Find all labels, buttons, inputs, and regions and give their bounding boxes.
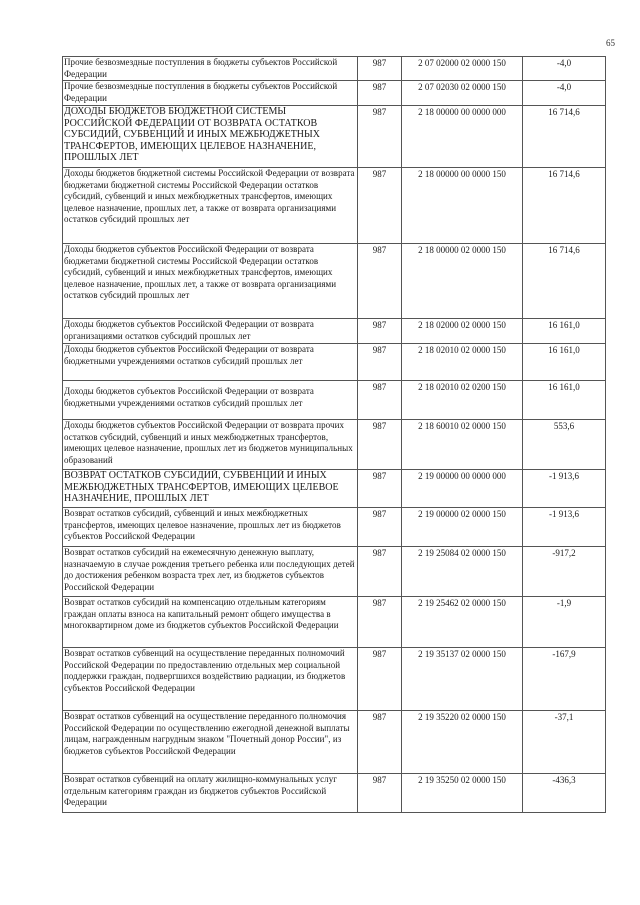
table-row	[63, 81, 606, 106]
table-row	[63, 711, 606, 774]
table-row	[63, 57, 606, 81]
row-name: Доходы бюджетов субъектов Российской Федерации от возврата бюджетными учреждениями остатков субсидий прошлых лет	[63, 381, 358, 420]
row-budget-code: 2 07 02000 02 0000 150	[402, 57, 523, 81]
row-admin-code: 987	[358, 597, 402, 648]
table-row	[63, 106, 606, 168]
row-name: Прочие безвозмездные поступления в бюджеты субъектов Российской Федерации	[63, 81, 358, 106]
row-amount: 16 161,0	[523, 381, 606, 420]
row-budget-code: 2 19 35250 02 0000 150	[402, 774, 523, 813]
row-budget-code: 2 19 00000 00 0000 000	[402, 470, 523, 508]
row-name: Возврат остатков субсидий, субвенций и иных межбюджетных трансфертов, имеющих целевое назначение, прошлых лет из бюджетов субъектов Российской Федерации	[63, 508, 358, 547]
row-budget-code: 2 18 00000 00 0000 000	[402, 106, 523, 168]
row-budget-code: 2 18 02010 02 0200 150	[402, 381, 523, 420]
page-number: 65	[606, 38, 615, 48]
table-row	[63, 381, 606, 420]
row-admin-code: 987	[358, 470, 402, 508]
table-row	[63, 344, 606, 381]
row-amount: 16 161,0	[523, 344, 606, 381]
row-budget-code: 2 07 02030 02 0000 150	[402, 81, 523, 106]
row-amount: 16 714,6	[523, 244, 606, 319]
row-name: Возврат остатков субвенций на оплату жилищно-коммунальных услуг отдельным категориям граждан из бюджетов субъектов Российской Федерации	[63, 774, 358, 813]
table-row	[63, 648, 606, 711]
row-name: Доходы бюджетов субъектов Российской Федерации от возврата бюджетными учреждениями остатков субсидий прошлых лет	[63, 344, 358, 381]
row-admin-code: 987	[358, 420, 402, 470]
row-budget-code: 2 18 02000 02 0000 150	[402, 319, 523, 344]
row-budget-code: 2 18 60010 02 0000 150	[402, 420, 523, 470]
row-name: Прочие безвозмездные поступления в бюджеты субъектов Российской Федерации	[63, 57, 358, 81]
row-name: Возврат остатков субвенций на осуществление переданного полномочия Российской Федерации по осуществлению ежегодной денежной выплаты лицам, награжденным нагрудным знаком "Почетный донор России", из бюджетов субъектов Российской Федерации	[63, 711, 358, 774]
row-admin-code: 987	[358, 711, 402, 774]
row-amount: 553,6	[523, 420, 606, 470]
row-amount: -37,1	[523, 711, 606, 774]
row-name: Возврат остатков субсидий на ежемесячную денежную выплату, назначаемую в случае рождения третьего ребенка или последующих детей до достижения ребенком возраста трех лет, из бюджетов субъектов Российской Федерации	[63, 547, 358, 597]
table-row	[63, 168, 606, 244]
table-row	[63, 508, 606, 547]
row-admin-code: 987	[358, 244, 402, 319]
table-row	[63, 597, 606, 648]
row-amount: 16 714,6	[523, 168, 606, 244]
table-row	[63, 319, 606, 344]
row-budget-code: 2 19 35220 02 0000 150	[402, 711, 523, 774]
row-budget-code: 2 18 00000 00 0000 150	[402, 168, 523, 244]
row-name: Доходы бюджетов субъектов Российской Федерации от возврата прочих остатков субсидий, субвенций и иных межбюджетных трансфертов, имеющих целевое назначение, прошлых лет из бюджетов муниципальных образований	[63, 420, 358, 470]
row-budget-code: 2 19 25462 02 0000 150	[402, 597, 523, 648]
row-admin-code: 987	[358, 774, 402, 813]
row-budget-code: 2 18 02010 02 0000 150	[402, 344, 523, 381]
row-budget-code: 2 19 00000 02 0000 150	[402, 508, 523, 547]
row-admin-code: 987	[358, 508, 402, 547]
row-amount: 16 161,0	[523, 319, 606, 344]
row-admin-code: 987	[358, 106, 402, 168]
row-admin-code: 987	[358, 344, 402, 381]
row-admin-code: 987	[358, 168, 402, 244]
row-admin-code: 987	[358, 81, 402, 106]
row-admin-code: 987	[358, 547, 402, 597]
budget-revenue-table	[62, 56, 606, 813]
row-admin-code: 987	[358, 648, 402, 711]
row-name: Доходы бюджетов субъектов Российской Федерации от возврата организациями остатков субсидий прошлых лет	[63, 319, 358, 344]
row-amount: 16 714,6	[523, 106, 606, 168]
table-row	[63, 244, 606, 319]
row-amount: -917,2	[523, 547, 606, 597]
row-budget-code: 2 18 00000 02 0000 150	[402, 244, 523, 319]
table-row	[63, 420, 606, 470]
row-name: ДОХОДЫ БЮДЖЕТОВ БЮДЖЕТНОЙ СИСТЕМЫ РОССИЙСКОЙ ФЕДЕРАЦИИ ОТ ВОЗВРАТА ОСТАТКОВ СУБСИДИЙ, СУБВЕНЦИЙ И ИНЫХ МЕЖБЮДЖЕТНЫХ ТРАНСФЕРТОВ, ИМЕЮЩИХ ЦЕЛЕВОЕ НАЗНАЧЕНИЕ, ПРОШЛЫХ ЛЕТ	[63, 106, 358, 168]
row-admin-code: 987	[358, 319, 402, 344]
row-admin-code: 987	[358, 381, 402, 420]
row-amount: -1 913,6	[523, 470, 606, 508]
table-row	[63, 774, 606, 813]
table-row	[63, 470, 606, 508]
row-name: Возврат остатков субвенций на осуществление переданных полномочий Российской Федерации по предоставлению отдельных мер социальной поддержки граждан, подвергшихся воздействию радиации, из бюджетов субъектов Российской Федерации	[63, 648, 358, 711]
row-name: Возврат остатков субсидий на компенсацию отдельным категориям граждан оплаты взноса на капитальный ремонт общего имущества в многоквартирном доме из бюджетов субъектов Российской Федерации	[63, 597, 358, 648]
row-name: Доходы бюджетов субъектов Российской Федерации от возврата бюджетами бюджетной системы Российской Федерации остатков субсидий, субвенций и иных межбюджетных трансфертов, имеющих целевое назначение, прошлых лет, а также от возврата организациями остатков субсидий прошлых лет	[63, 244, 358, 319]
row-admin-code: 987	[358, 57, 402, 81]
row-amount: -1,9	[523, 597, 606, 648]
row-amount: -167,9	[523, 648, 606, 711]
row-amount: -436,3	[523, 774, 606, 813]
row-budget-code: 2 19 35137 02 0000 150	[402, 648, 523, 711]
row-budget-code: 2 19 25084 02 0000 150	[402, 547, 523, 597]
row-amount: -4,0	[523, 57, 606, 81]
row-amount: -1 913,6	[523, 508, 606, 547]
row-amount: -4,0	[523, 81, 606, 106]
row-name: ВОЗВРАТ ОСТАТКОВ СУБСИДИЙ, СУБВЕНЦИЙ И ИНЫХ МЕЖБЮДЖЕТНЫХ ТРАНСФЕРТОВ, ИМЕЮЩИХ ЦЕЛЕВОЕ НАЗНАЧЕНИЕ, ПРОШЛЫХ ЛЕТ	[63, 470, 358, 508]
row-name: Доходы бюджетов бюджетной системы Российской Федерации от возврата бюджетами бюджетной системы Российской Федерации остатков субсидий, субвенций и иных межбюджетных трансфертов, имеющих целевое назначение, прошлых лет, а также от возврата организациями остатков субсидий прошлых лет	[63, 168, 358, 244]
table-row	[63, 547, 606, 597]
